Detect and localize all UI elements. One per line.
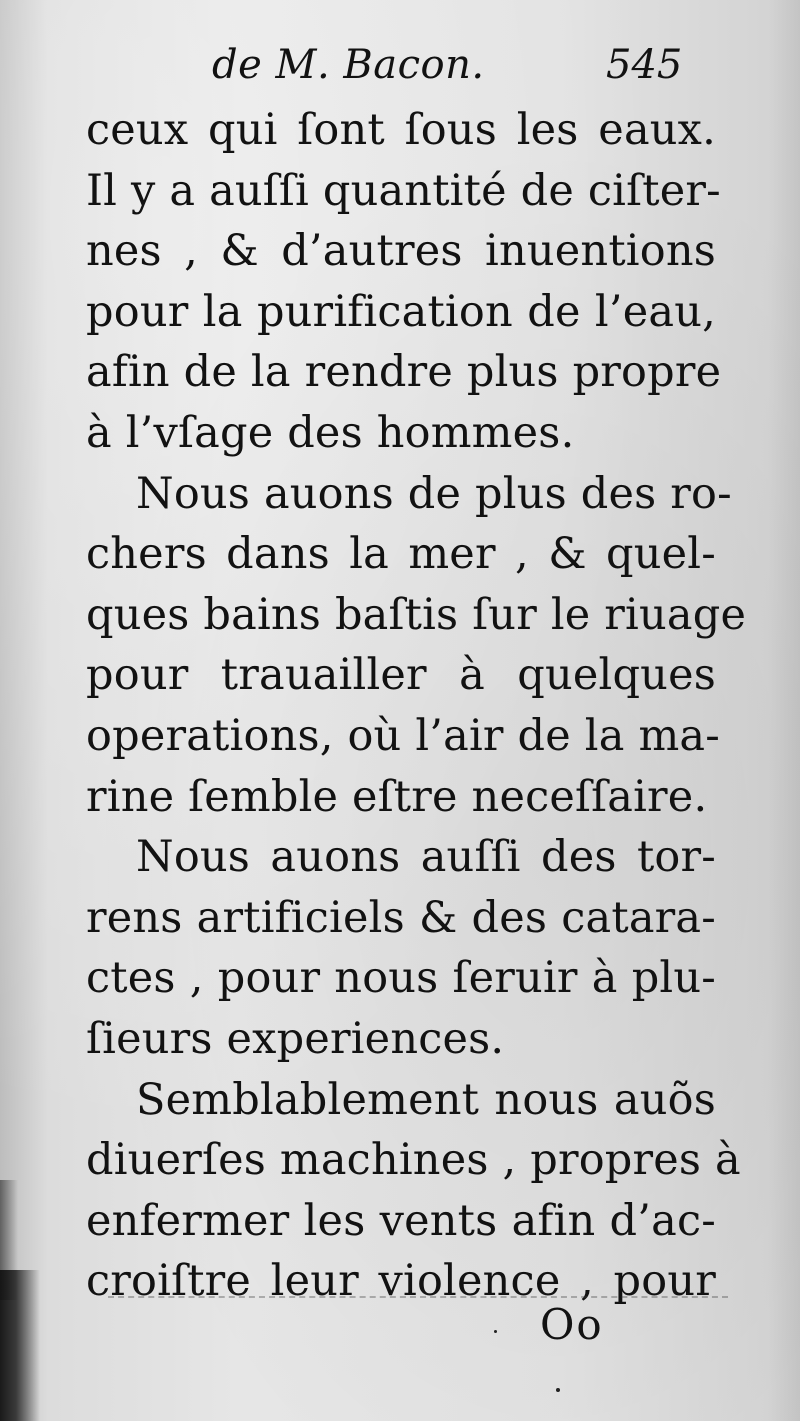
text-line: operations, où l’air de la ma- [86,710,720,761]
text-line: Nous auons de plus des ro- [136,468,732,519]
running-head-title: de M. Bacon. [212,42,485,88]
text-line: afin de la rendre plus propre [86,347,722,398]
text-line: croiſtre leur violence , pour [86,1256,716,1307]
text-line: chers dans la mer , & quel- [86,529,716,580]
text-line: Il y a auſſi quantité de ciſter- [86,165,721,216]
text-line: nes , & d’autres inuentions [86,226,716,277]
ink-speck [494,1330,497,1333]
text-line: rine ſemble eſtre neceſſaire. [86,771,708,822]
signature-mark: Oo [540,1300,604,1349]
text-line: à l’vſage des hommes. [86,407,575,458]
text-line: pour trauailler à quelques [86,650,716,701]
body-text [86,100,747,1312]
text-line: ceux qui ſont ſous les eaux. [86,105,716,155]
faint-rule [108,1296,728,1298]
text-line: Nous auons auſſi des tor- [136,832,716,883]
text-line: ſieurs experiences. [86,1013,505,1064]
running-head [0,38,800,108]
text-line: enfermer les vents afin d’ac- [86,1195,716,1246]
page-number: 545 [606,42,683,88]
text-line: ctes , pour nous ſeruir à plu- [86,953,716,1004]
ink-speck [556,1388,560,1392]
text-line: Semblablement nous auõs [136,1074,716,1125]
binding-shadow-upper [0,1180,18,1300]
text-line: diuerſes machines , propres à [86,1135,741,1186]
text-line: pour la purification de l’eau, [86,286,716,337]
text-line: ques bains baſtis ſur le riuage [86,589,747,640]
text-line: rens artificiels & des catara- [86,892,716,943]
